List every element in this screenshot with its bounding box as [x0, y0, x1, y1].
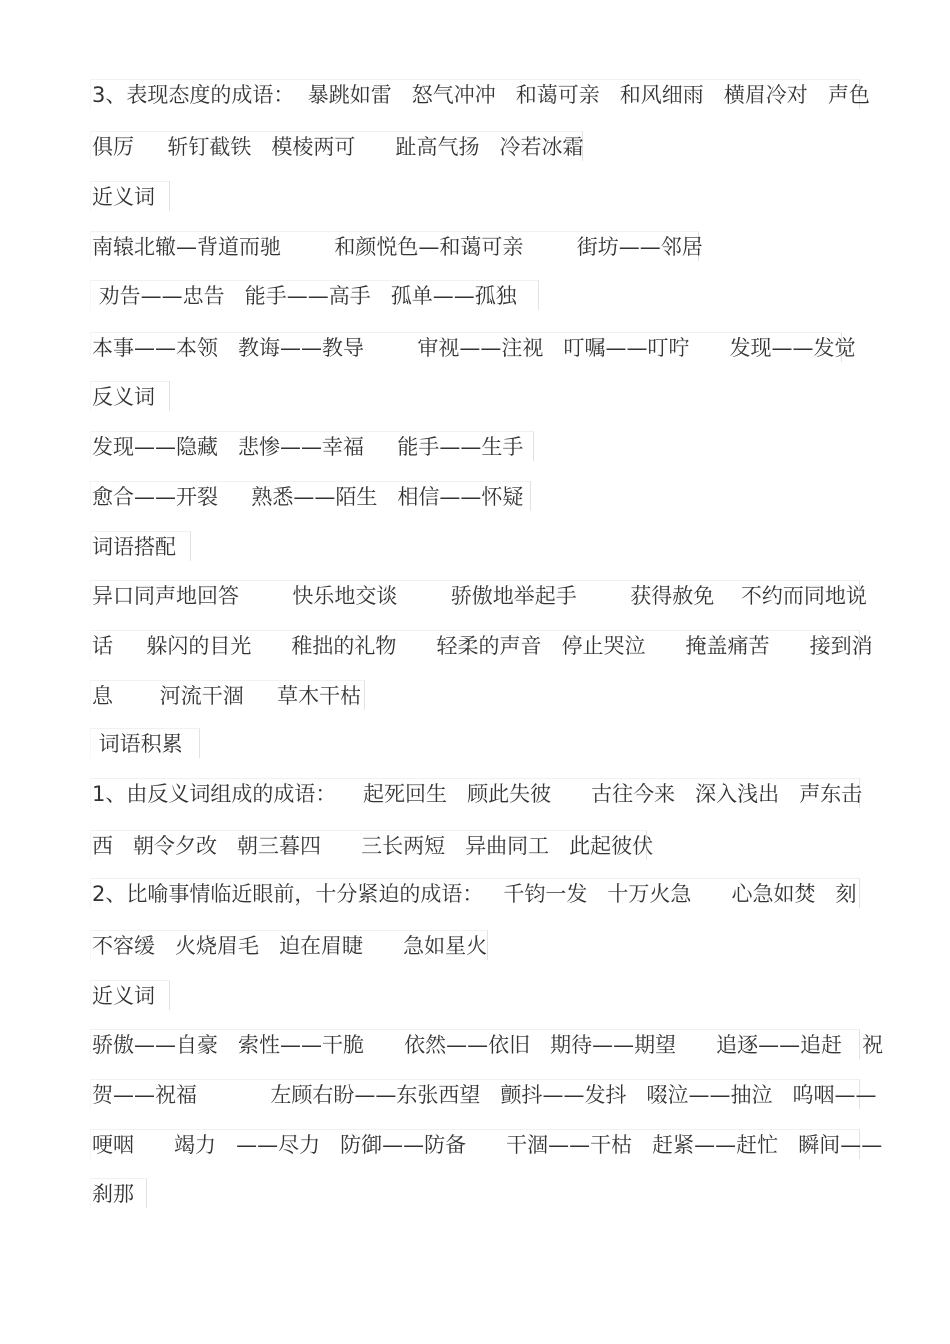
idiom-antonym-line-2: 西 朝令夕改 朝三暮四 三长两短 异曲同工 此起彼伏	[90, 830, 647, 860]
collocation-line-2: 话 躲闪的目光 稚拙的礼物 轻柔的声音 停止哭泣 掩盖痛苦 接到消	[90, 630, 860, 660]
synonym-line-1: 南辕北辙—背道而驰 和颜悦色—和蔼可亲 街坊——邻居	[90, 231, 699, 261]
heading-collocations: 词语搭配	[90, 531, 191, 561]
heading-synonyms-1: 近义词	[90, 181, 170, 211]
idiom-urgent-line-1: 2、比喻事情临近眼前，十分紧迫的成语： 千钧一发 十万火急 心急如焚 刻	[90, 878, 860, 908]
heading-word-bank: 词语积累	[90, 728, 200, 758]
heading-synonyms-2: 近义词	[90, 980, 170, 1010]
synonym2-line-2: 贺——祝福 左顾右盼——东张西望 颤抖——发抖 啜泣——抽泣 呜咽——	[90, 1079, 860, 1109]
synonym2-line-4: 刹那	[90, 1178, 147, 1208]
heading-antonyms: 反义词	[90, 381, 170, 411]
idiom-attitude-line-2: 俱厉 斩钉截铁 模棱两可 趾高气扬 冷若冰霜	[90, 131, 583, 161]
antonym-line-1: 发现——隐藏 悲惨——幸福 能手——生手	[90, 431, 534, 461]
idiom-urgent-line-2: 不容缓 火烧眉毛 迫在眉睫 急如星火	[90, 930, 488, 960]
antonym-line-2: 愈合——开裂 熟悉——陌生 相信——怀疑	[90, 481, 531, 511]
idiom-antonym-line-1: 1、由反义词组成的成语： 起死回生 顾此失彼 古往今来 深入浅出 声东击	[90, 778, 860, 808]
synonym-line-3: 本事——本领 教诲——教导 审视——注视 叮嘱——叮咛 发现——发觉	[90, 332, 842, 362]
synonym2-line-3: 哽咽 竭力 ——尽力 防御——防备 干涸——干枯 赶紧——赶忙 瞬间——	[90, 1129, 860, 1159]
collocation-line-3: 息 河流干涸 草木干枯	[90, 680, 365, 710]
collocation-line-1: 异口同声地回答 快乐地交谈 骄傲地举起手 获得赦免 不约而同地说	[90, 580, 860, 610]
idiom-attitude-line-1: 3、表现态度的成语： 暴跳如雷 怒气冲冲 和蔼可亲 和风细雨 横眉冷对 声色	[90, 79, 860, 109]
synonym-line-2: 劝告——忠告 能手——高手 孤单——孤独	[90, 280, 539, 310]
synonym2-line-1: 骄傲——自豪 索性——干脆 依然——依旧 期待——期望 追逐——追赶 祝	[90, 1029, 860, 1059]
